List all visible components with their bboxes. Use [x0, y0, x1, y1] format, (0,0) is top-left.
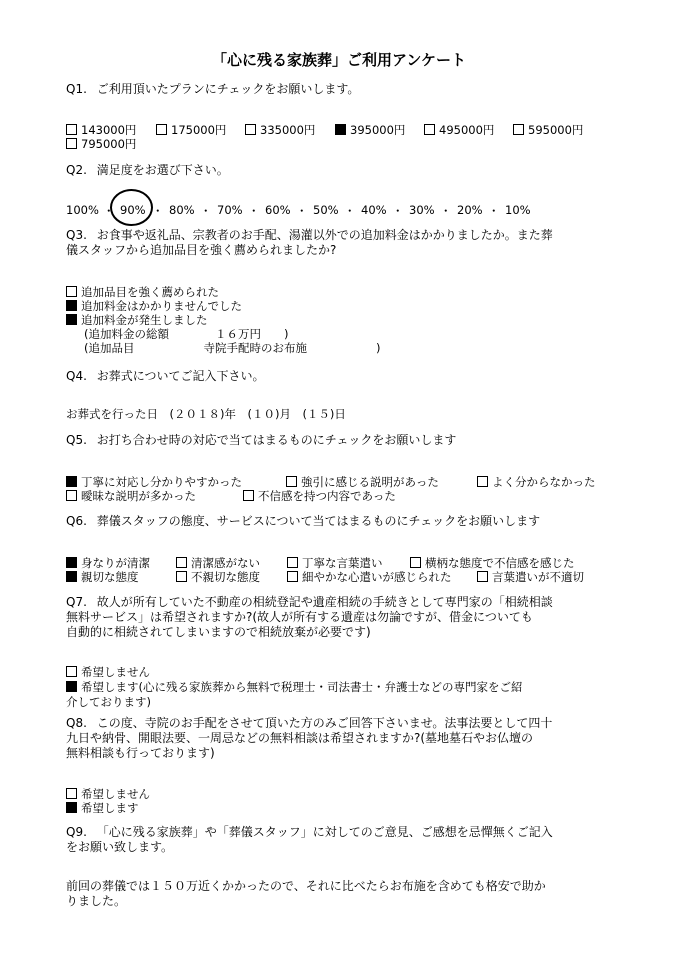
q3-text: お食事や返礼品、宗教者のお手配、湯灌以外での追加料金はかかりましたか。また葬: [96, 228, 553, 242]
q8-question-line1: [66, 717, 552, 730]
scale-20[interactable]: 20%: [457, 203, 483, 217]
q9-answer-line1: 前回の葬儀では１５０万近くかかったので、それに比べたらお布施を含めても格安で助か: [66, 879, 546, 893]
q8-option-decline[interactable]: 希望しません: [66, 786, 150, 802]
checkbox-icon: [176, 557, 187, 568]
q4-question: [66, 370, 265, 383]
plan-option-175000[interactable]: 175000円: [156, 122, 226, 138]
q6-number: Q6.: [66, 514, 87, 528]
checkbox-icon: [243, 490, 254, 501]
q9-question-line2: をお願い致します。: [66, 840, 174, 854]
q3-option-extra-fee[interactable]: 追加料金が発生しました: [66, 312, 208, 328]
checkbox-icon: [513, 124, 524, 135]
q6-option-arrogant[interactable]: 横柄な態度で不信感を感じた: [410, 555, 575, 571]
checkbox-icon: [156, 124, 167, 135]
checkbox-checked-icon: [66, 300, 77, 311]
q5-number: Q5.: [66, 433, 87, 447]
page-title: 「心に残る家族葬」ご利用アンケート: [211, 51, 467, 69]
q9-number: Q9.: [66, 825, 87, 839]
plan-option-795000[interactable]: 795000円: [66, 136, 136, 152]
checkbox-icon: [66, 490, 77, 501]
q6-option-kind[interactable]: 親切な態度: [66, 569, 139, 585]
scale-10[interactable]: 10%: [505, 203, 531, 217]
plan-option-395000[interactable]: 395000円: [335, 122, 405, 138]
scale-100[interactable]: 100%: [66, 203, 99, 217]
q7-question-line3: 自動的に相続されてしまいますので相続放棄が必要です): [66, 625, 371, 639]
q5-option-polite[interactable]: 丁寧に対応し分かりやすかった: [66, 474, 242, 490]
plan-option-495000[interactable]: 495000円: [424, 122, 494, 138]
q7-question-line1: [66, 596, 553, 609]
q6-option-improper-words[interactable]: 言葉遣いが不適切: [477, 569, 584, 585]
q8-number: Q8.: [66, 716, 87, 730]
q6-option-attentive[interactable]: 細やかな心遣いが感じられた: [287, 569, 452, 585]
scale-separator: ・: [392, 204, 404, 218]
q1-number: Q1.: [66, 82, 87, 96]
q3-question-line1: [66, 229, 553, 242]
checkbox-icon: [66, 138, 77, 149]
q1-text: ご利用頂いたプランにチェックをお願いします。: [96, 82, 360, 96]
scale-50[interactable]: 50%: [313, 203, 339, 217]
q5-option-vague[interactable]: 曖昧な説明が多かった: [66, 488, 196, 504]
q1-question: [66, 83, 359, 96]
q5-question: [66, 434, 456, 447]
scale-separator: ・: [248, 204, 260, 218]
selection-circle-mark: [110, 189, 153, 226]
checkbox-icon: [287, 557, 298, 568]
scale-80[interactable]: 80%: [169, 203, 195, 217]
q7-option-accept[interactable]: 希望します(心に残る家族葬から無料で税理士・司法書士・弁護士などの専門家をご紹: [66, 679, 522, 695]
scale-30[interactable]: 30%: [409, 203, 435, 217]
q4-text: お葬式についてご記入下さい。: [96, 369, 265, 383]
checkbox-checked-icon: [66, 802, 77, 813]
q4-number: Q4.: [66, 369, 87, 383]
scale-separator: ・: [440, 204, 452, 218]
q3-question-line2: 儀スタッフから追加品目を強く薦められましたか?: [66, 243, 337, 257]
q6-option-polite-words[interactable]: 丁寧な言葉遣い: [287, 555, 383, 571]
q3-extra-items: (追加品目 寺院手配時のお布施 ): [84, 341, 381, 355]
q6-option-clean[interactable]: 身なりが清潔: [66, 555, 150, 571]
scale-separator: ・: [103, 204, 115, 218]
checkbox-icon: [287, 571, 298, 582]
q2-text: 満足度をお選び下さい。: [96, 163, 229, 177]
q5-option-unclear[interactable]: よく分からなかった: [477, 474, 596, 490]
checkbox-icon: [410, 557, 421, 568]
q8-text: この度、寺院のお手配をさせて頂いた方のみご回答下さいませ。法事法要として四十: [96, 716, 553, 730]
scale-70[interactable]: 70%: [217, 203, 243, 217]
q8-option-accept[interactable]: 希望します: [66, 800, 139, 816]
checkbox-icon: [66, 286, 77, 297]
checkbox-icon: [66, 666, 77, 677]
scale-40[interactable]: 40%: [361, 203, 387, 217]
q6-question: [66, 515, 540, 528]
checkbox-checked-icon: [66, 571, 77, 582]
checkbox-icon: [477, 476, 488, 487]
scale-separator: ・: [488, 204, 500, 218]
scale-90-selected[interactable]: 90%: [120, 203, 146, 217]
checkbox-icon: [424, 124, 435, 135]
checkbox-icon: [66, 124, 77, 135]
scale-60[interactable]: 60%: [265, 203, 291, 217]
checkbox-icon: [176, 571, 187, 582]
checkbox-icon: [286, 476, 297, 487]
q2-number: Q2.: [66, 163, 87, 177]
q7-option-accept-cont: 介しております): [66, 695, 151, 709]
q6-option-unkind[interactable]: 不親切な態度: [176, 569, 260, 585]
plan-option-143000[interactable]: 143000円: [66, 122, 136, 138]
q7-text: 故人が所有していた不動産の相続登記や遺産相続の手続きとして専門家の「相続相談: [96, 595, 553, 609]
q9-text: 「心に残る家族葬」や「葬儀スタッフ」に対してのご意見、ご感想を忌憚無くご記入: [96, 825, 553, 839]
q3-extra-fee-total: (追加料金の総額 １６万円 ): [84, 327, 289, 341]
checkbox-checked-icon: [335, 124, 346, 135]
scale-separator: ・: [344, 204, 356, 218]
q8-question-line2: 九日や納骨、開眼法要、一周忌などの無料相談は希望されますか?(墓地墓石やお仏壇の: [66, 731, 534, 745]
scale-separator: ・: [296, 204, 308, 218]
plan-option-595000[interactable]: 595000円: [513, 122, 583, 138]
q3-option-no-extra-fee[interactable]: 追加料金はかかりませんでした: [66, 298, 242, 314]
funeral-date-answer: お葬式を行った日 (２０１８)年 (１０)月 (１５)日: [66, 407, 346, 421]
q3-option-upsell[interactable]: 追加品目を強く薦められた: [66, 284, 219, 300]
scale-separator: ・: [152, 204, 164, 218]
checkbox-icon: [245, 124, 256, 135]
q2-question: [66, 164, 229, 177]
scale-separator: ・: [200, 204, 212, 218]
checkbox-icon: [477, 571, 488, 582]
plan-option-335000[interactable]: 335000円: [245, 122, 315, 138]
checkbox-icon: [66, 788, 77, 799]
q9-question-line1: [66, 826, 553, 839]
q5-option-pushy[interactable]: 強引に感じる説明があった: [286, 474, 439, 490]
q7-question-line2: 無料サービス」は希望されますか?(故人が所有する遺産は勿論ですが、借金についても: [66, 610, 533, 624]
checkbox-checked-icon: [66, 681, 77, 692]
q7-option-decline[interactable]: 希望しません: [66, 664, 150, 680]
q6-option-unclean[interactable]: 清潔感がない: [176, 555, 260, 571]
q3-number: Q3.: [66, 228, 87, 242]
q7-number: Q7.: [66, 595, 87, 609]
q5-option-distrust[interactable]: 不信感を持つ内容であった: [243, 488, 396, 504]
q8-question-line3: 無料相談も行っております): [66, 746, 215, 760]
q6-text: 葬儀スタッフの態度、サービスについて当てはまるものにチェックをお願いします: [96, 514, 541, 528]
checkbox-checked-icon: [66, 557, 77, 568]
checkbox-checked-icon: [66, 314, 77, 325]
checkbox-checked-icon: [66, 476, 77, 487]
q5-text: お打ち合わせ時の対応で当てはまるものにチェックをお願いします: [96, 433, 457, 447]
q9-answer-line2: りました。: [66, 894, 127, 908]
